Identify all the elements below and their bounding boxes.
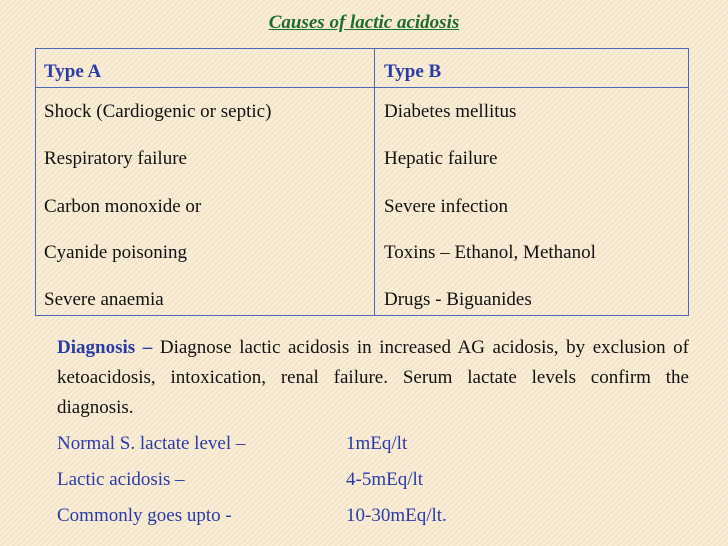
type-a-cell: Carbon monoxide or [44,196,202,217]
level-value: 4-5mEq/lt [346,469,424,490]
slide-title: Causes of lactic acidosis [268,12,460,33]
diagnosis-paragraph [57,333,689,423]
type-b-cell: Hepatic failure [384,148,498,169]
level-row [57,469,697,505]
type-a-cell: Severe anaemia [44,289,164,310]
type-a-cell: Cyanide poisoning [44,242,188,263]
type-b-header: Type B [384,61,442,82]
table-header-divider [36,87,688,88]
type-b-cell: Diabetes mellitus [384,101,517,122]
level-value: 1mEq/lt [346,433,408,454]
level-row [57,505,697,541]
level-label: Lactic acidosis – [57,469,185,490]
level-label: Normal S. lactate level – [57,433,246,454]
lactate-levels [57,433,697,541]
level-row [57,433,697,469]
type-b-cell: Severe infection [384,196,508,217]
type-b-cell: Drugs - Biguanides [384,289,532,310]
type-a-header: Type A [44,61,102,82]
diagnosis-label: Diagnosis – [57,337,153,358]
level-value: 10-30mEq/lt. [346,505,447,526]
diagnosis-text: Diagnose lactic acidosis in increased AG acidosis, by exclusion of ketoacidosis, intoxication, renal failure. Serum lactate levels confirm the diagnosis. [57,337,690,418]
type-a-cell: Respiratory failure [44,148,187,169]
table-column-divider [374,49,375,315]
type-a-cell: Shock (Cardiogenic or septic) [44,101,272,122]
type-b-cell: Toxins – Ethanol, Methanol [384,242,596,263]
level-label: Commonly goes upto - [57,505,232,526]
causes-table [35,48,689,316]
